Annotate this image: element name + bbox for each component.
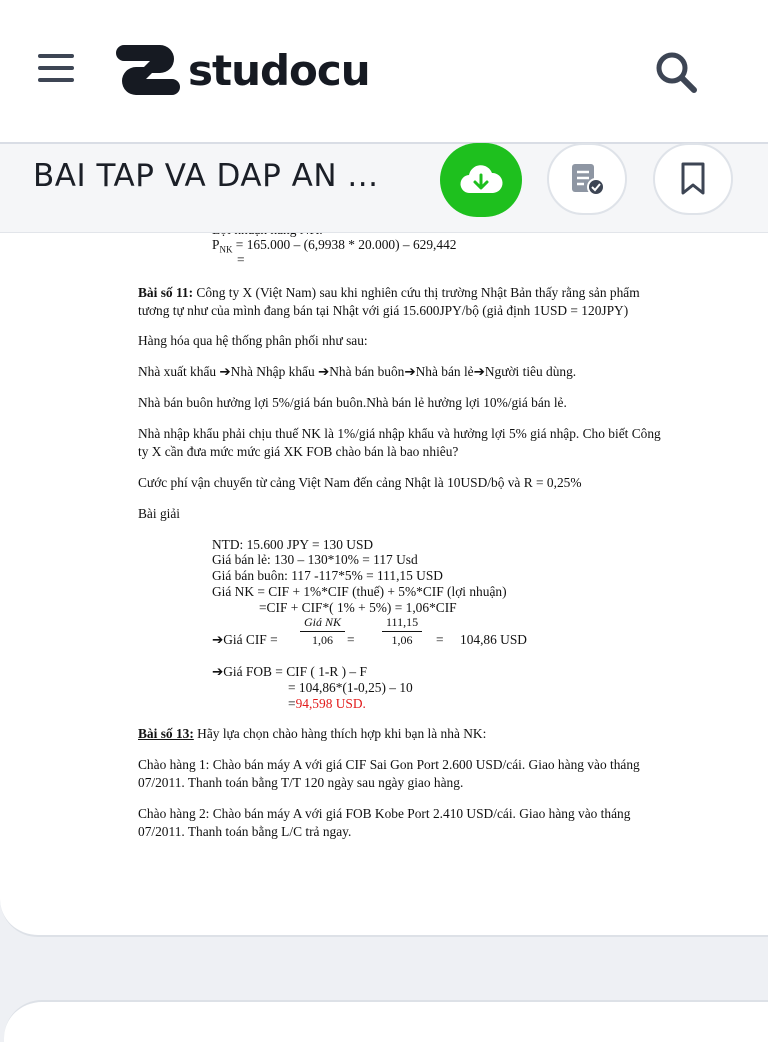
pnk-expression: = 165.000 – (6,9938 * 20.000) – 629,442 bbox=[232, 237, 457, 252]
paragraph-huongloi: Nhà bán buôn hưởng lợi 5%/giá bán buôn.Nhà bán lẻ hưởng lợi 10%/giá bán lẻ. bbox=[138, 395, 567, 410]
document-check-icon bbox=[568, 161, 606, 197]
fraction-numerator: 111,15 bbox=[382, 615, 422, 632]
bookmark-button[interactable] bbox=[653, 143, 733, 215]
studocu-logo-icon bbox=[116, 41, 180, 99]
solution-fob-3 bbox=[288, 696, 366, 712]
chaohang1-line2: 07/2011. Thanh toán bằng T/T 120 ngày sau ngày giao hàng. bbox=[138, 775, 464, 790]
solution-giabanle: Giá bán lẻ: 130 – 130*10% = 117 Usd bbox=[212, 552, 418, 567]
review-button[interactable] bbox=[547, 143, 627, 215]
cif-result: 104,86 USD bbox=[460, 632, 527, 647]
equals-sign-2: = bbox=[436, 632, 444, 647]
logo-text: studocu bbox=[188, 45, 370, 95]
solution-cif-label: ➔Giá CIF = bbox=[212, 632, 278, 647]
cloud-download-icon bbox=[459, 163, 503, 197]
pnk-formula bbox=[212, 237, 456, 255]
solution-gia-nk-2: =CIF + CIF*( 1% + 5%) = 1,06*CIF bbox=[259, 600, 457, 615]
search-icon bbox=[652, 48, 700, 96]
top-header bbox=[0, 0, 768, 144]
fob-result: 94,598 USD. bbox=[295, 696, 366, 711]
fraction-numerator: Giá NK bbox=[300, 615, 345, 632]
solution-gia-nk: Giá NK = CIF + 1%*CIF (thuế) + 5%*CIF (lợi nhuận) bbox=[212, 584, 507, 599]
chaohang2-line1: Chào hàng 2: Chào bán máy A với giá FOB Kobe Port 2.410 USD/cái. Giao hàng vào tháng bbox=[138, 806, 631, 821]
paragraph-nk-line2: ty X cần đưa mức mức giá XK FOB chào bán là bao nhiêu? bbox=[138, 444, 459, 459]
download-button[interactable] bbox=[440, 143, 522, 217]
fraction-denominator: 1,06 bbox=[391, 633, 413, 647]
bai11-label: Bài số 11: bbox=[138, 285, 194, 300]
solution-fob-1: ➔Giá FOB = CIF ( 1-R ) – F bbox=[212, 664, 367, 679]
fraction-gia-nk bbox=[300, 615, 345, 648]
bookmark-icon bbox=[678, 161, 708, 197]
studocu-logo[interactable] bbox=[116, 40, 370, 100]
search-button[interactable] bbox=[652, 48, 700, 96]
solution-ntd: NTD: 15.600 JPY = 130 USD bbox=[212, 537, 374, 552]
bai13-text: Hãy lựa chọn chào hàng thích hợp khi bạn là nhà NK: bbox=[193, 726, 487, 741]
paragraph-cuoc: Cước phí vận chuyển từ cảng Việt Nam đến cảng Nhật là 10USD/bộ và R = 0,25% bbox=[138, 475, 582, 490]
next-document-page bbox=[4, 1000, 768, 1042]
fob-equals: = bbox=[288, 696, 296, 711]
pnk-label: P bbox=[212, 237, 220, 252]
fraction-value bbox=[382, 615, 422, 648]
chaohang1-line1: Chào hàng 1: Chào bán máy A với giá CIF Sai Gon Port 2.600 USD/cái. Giao hàng vào tháng bbox=[138, 757, 640, 772]
paragraph-chain: Nhà xuất khẩu ➔Nhà Nhập khẩu ➔Nhà bán buôn➔Nhà bán lẻ➔Người tiêu dùng. bbox=[138, 364, 577, 379]
bai11-line2: tương tự như của mình đang bán tại Nhật với giá 15.600JPY/bộ (giả định 1USD = 120JPY) bbox=[138, 303, 629, 318]
equals-sign-1: = bbox=[347, 632, 355, 647]
document-title: BAI TAP VA DAP AN ... bbox=[33, 158, 379, 194]
fraction-denominator: 1,06 bbox=[312, 633, 333, 647]
hamburger-menu-icon[interactable] bbox=[38, 54, 78, 88]
bai13-label: Bài số 13: bbox=[138, 726, 194, 741]
solution-giabanbuon: Giá bán buôn: 117 -117*5% = 111,15 USD bbox=[212, 568, 443, 583]
solution-fob-2: = 104,86*(1-0,25) – 10 bbox=[288, 680, 413, 695]
bai13-line bbox=[138, 726, 486, 742]
pnk-equals: = bbox=[237, 252, 245, 267]
bai11-line1 bbox=[138, 285, 640, 301]
paragraph-nk-line1: Nhà nhập khẩu phải chịu thuế NK là 1%/giá nhập khẩu và hưởng lợi 5% giá nhập. Cho biết Công bbox=[138, 426, 661, 441]
paragraph-phanphoi: Hàng hóa qua hệ thống phân phối như sau: bbox=[138, 333, 368, 348]
chaohang2-line2: 07/2011. Thanh toán bằng L/C trả ngay. bbox=[138, 824, 352, 839]
pnk-subscript: NK bbox=[219, 244, 233, 255]
paragraph-baigiai: Bài giải bbox=[138, 506, 181, 521]
bai11-text: Công ty X (Việt Nam) sau khi nghiên cứu thị trường Nhật Bản thấy rằng sản phẩm bbox=[193, 285, 640, 300]
